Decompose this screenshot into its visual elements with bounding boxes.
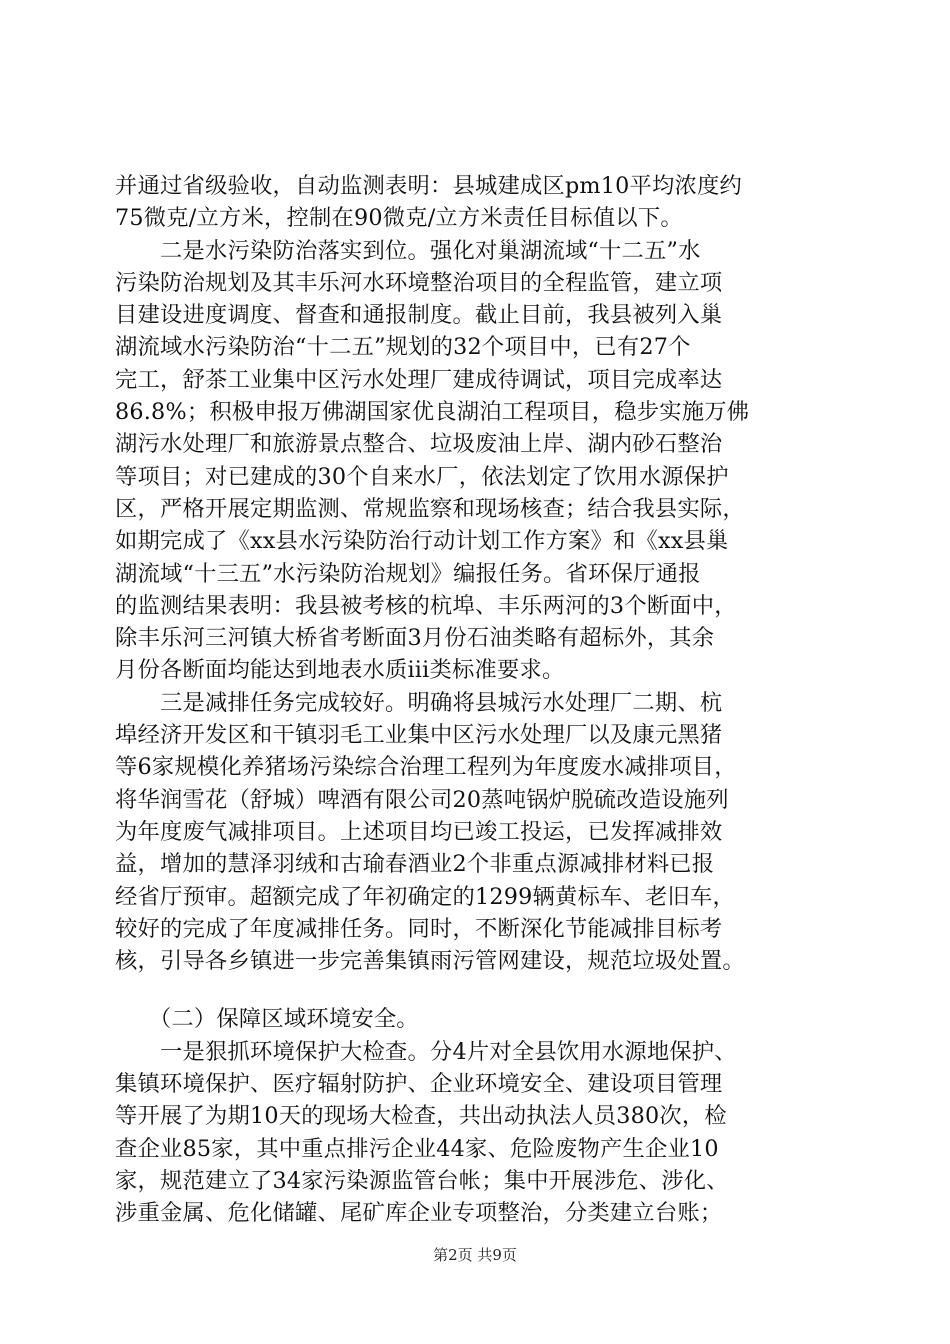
text-line: 等开展了为期10天的现场大检查，共出动执法人员380次，检 bbox=[115, 1103, 727, 1130]
paragraph-block-1 bbox=[115, 170, 850, 977]
text-line: 三是减排任务完成较好。明确将县城污水处理厂二期、杭 bbox=[115, 689, 723, 716]
page-number: 第2页 共9页 bbox=[433, 1246, 517, 1264]
text-line: 较好的完成了年度减排任务。同时，不断深化节能减排目标考 bbox=[115, 915, 723, 942]
text-line: 目建设进度调度、督查和通报制度。截止目前，我县被列入巢 bbox=[115, 302, 723, 329]
text-line: 湖流域水污染防治“十二五”规划的32个项目中，已有27个 bbox=[115, 334, 691, 361]
text-line: 经省厅预审。超额完成了年初确定的1299辆黄标车、老旧车， bbox=[115, 883, 735, 910]
text-line: 二是水污染防治落实到位。强化对巢湖流域“十二五”水 bbox=[115, 237, 701, 264]
text-line: 一是狠抓环境保护大检查。分4片对全县饮用水源地保护、 bbox=[115, 1038, 737, 1065]
paragraph-gap bbox=[115, 977, 850, 1003]
paragraph-block-2 bbox=[115, 1003, 850, 1229]
section-heading: （二）保障区域环境安全。 bbox=[115, 1006, 419, 1033]
text-line: 益，增加的慧泽羽绒和古瑜春酒业2个非重点源减排材料已报 bbox=[115, 851, 715, 878]
text-line: 查企业85家，其中重点排污企业44家、危险废物产生企业10 bbox=[115, 1135, 719, 1162]
text-line: 等项目；对已建成的30个自来水厂，依法划定了饮用水源保护 bbox=[115, 463, 729, 490]
text-line: 湖污水处理厂和旅游景点整合、垃圾废油上岸、湖内砂石整治 bbox=[115, 431, 723, 458]
text-line: 等6家规模化养猪场污染综合治理工程列为年度废水减排项目， bbox=[115, 754, 737, 781]
text-line: 埠经济开发区和干镇羽毛工业集中区污水处理厂以及康元黑猪 bbox=[115, 722, 723, 749]
text-line: 的监测结果表明：我县被考核的杭埠、丰乐两河的3个断面中， bbox=[115, 592, 737, 619]
text-line: 家，规范建立了34家污染源监管台帐；集中开展涉危、涉化、 bbox=[115, 1167, 729, 1194]
text-line: 86.8%；积极申报万佛湖国家优良湖泊工程项目，稳步实施万佛 bbox=[115, 399, 750, 426]
text-line: 污染防治规划及其丰乐河水环境整治项目的全程监管，建立项 bbox=[115, 269, 723, 296]
text-line: 将华润雪花（舒城）啤酒有限公司20蒸吨锅炉脱硫改造设施列 bbox=[115, 786, 729, 813]
text-line: 区，严格开展定期监测、常规监察和现场核查；结合我县实际， bbox=[115, 495, 745, 522]
text-line: 并通过省级验收，自动监测表明：县城建成区pm10平均浓度约 bbox=[115, 173, 743, 199]
text-line: 如期完成了《xx县水污染防治行动计划工作方案》和《xx县巢 bbox=[115, 528, 729, 555]
text-line: 核，引导各乡镇进一步完善集镇雨污管网建设，规范垃圾处置。 bbox=[115, 948, 745, 975]
text-line: 完工，舒茶工业集中区污水处理厂建成待调试，项目完成率达 bbox=[115, 366, 723, 393]
text-line: 涉重金属、危化储罐、尾矿库企业专项整治，分类建立台账； bbox=[115, 1200, 723, 1227]
text-line: 除丰乐河三河镇大桥省考断面3月份石油类略有超标外，其余 bbox=[115, 625, 715, 652]
text-line: 集镇环境保护、医疗辐射防护、企业环境安全、建设项目管理 bbox=[115, 1071, 723, 1098]
text-line: 月份各断面均能达到地表水质iii类标准要求。 bbox=[115, 657, 565, 684]
text-line: 75微克/立方米，控制在90微克/立方米责任目标值以下。 bbox=[115, 205, 683, 232]
text-line: 为年度废气减排项目。上述项目均已竣工投运，已发挥减排效 bbox=[115, 818, 723, 845]
text-line: 湖流域“十三五”水污染防治规划》编报任务。省环保厅通报 bbox=[115, 560, 701, 587]
document-body bbox=[115, 170, 850, 1230]
